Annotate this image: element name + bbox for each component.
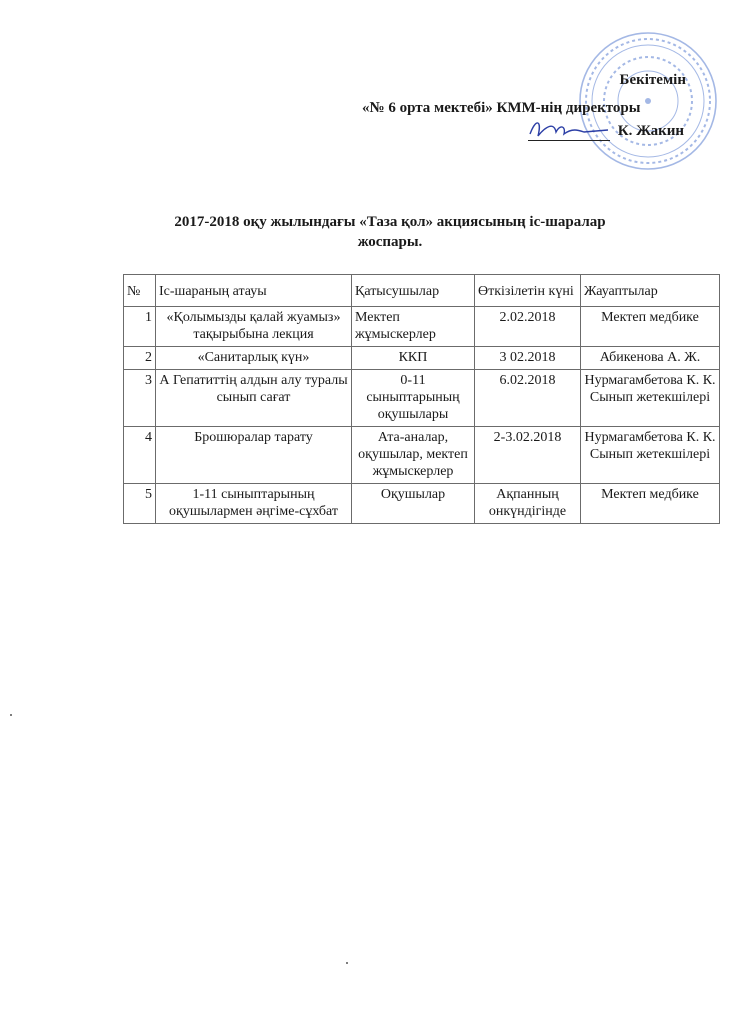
participants: 0-11 сыныптарының оқушылары — [352, 370, 475, 427]
header-participants: Қатысушылар — [352, 275, 475, 307]
row-number: 1 — [124, 307, 156, 347]
director-name: К. Жакин — [617, 123, 684, 139]
event-name: «Қолымызды қалай жуамыз» тақырыбына лекция — [156, 307, 352, 347]
table-row — [124, 484, 720, 524]
event-name: 1-11 сыныптарының оқушылармен әңгіме-сұхбат — [156, 484, 352, 524]
event-name: Брошюралар тарату — [156, 427, 352, 484]
table-row — [124, 370, 720, 427]
participants: Ата-аналар, оқушылар, мектеп жұмыскерлер — [352, 427, 475, 484]
event-date: 3 02.2018 — [475, 347, 581, 370]
table-row — [124, 347, 720, 370]
table-row — [124, 307, 720, 347]
event-date: 2-3.02.2018 — [475, 427, 581, 484]
row-number: 2 — [124, 347, 156, 370]
signature-line — [528, 140, 610, 141]
event-date: 2.02.2018 — [475, 307, 581, 347]
participants: ККП — [352, 347, 475, 370]
participants: Мектеп жұмыскерлер — [352, 307, 475, 347]
row-number: 5 — [124, 484, 156, 524]
header-number: № — [124, 275, 156, 307]
responsible: Мектеп медбике — [581, 484, 720, 524]
title-line-1: 2017-2018 оқу жылындағы «Таза қол» акциясының іс-шаралар — [174, 214, 606, 230]
header-date: Өткізілетін күні — [475, 275, 581, 307]
header-responsible: Жауаптылар — [581, 275, 720, 307]
event-date: Ақпанның онкүндігінде — [475, 484, 581, 524]
participants: Оқушылар — [352, 484, 475, 524]
responsible: Нурмагамбетова К. К. Сынып жетекшілері — [581, 370, 720, 427]
director-signature — [520, 112, 612, 148]
document-title — [120, 212, 660, 252]
row-number: 4 — [124, 427, 156, 484]
scan-speck — [346, 962, 348, 964]
table-row — [124, 427, 720, 484]
action-plan-table — [123, 274, 720, 524]
responsible: Мектеп медбике — [581, 307, 720, 347]
scan-speck — [10, 714, 12, 716]
event-date: 6.02.2018 — [475, 370, 581, 427]
table-header-row — [124, 275, 720, 307]
title-line-2: жоспары. — [357, 234, 423, 250]
event-name: «Санитарлық күн» — [156, 347, 352, 370]
responsible: Абикенова А. Ж. — [581, 347, 720, 370]
row-number: 3 — [124, 370, 156, 427]
approval-position: «№ 6 орта мектебі» КММ-нің директоры — [362, 100, 641, 116]
header-event-name: Іс-шараның атауы — [156, 275, 352, 307]
approval-heading: Бекітемін — [619, 72, 686, 88]
responsible: Нурмагамбетова К. К. Сынып жетекшілері — [581, 427, 720, 484]
event-name: А Гепатиттің алдын алу туралы сынып сағат — [156, 370, 352, 427]
